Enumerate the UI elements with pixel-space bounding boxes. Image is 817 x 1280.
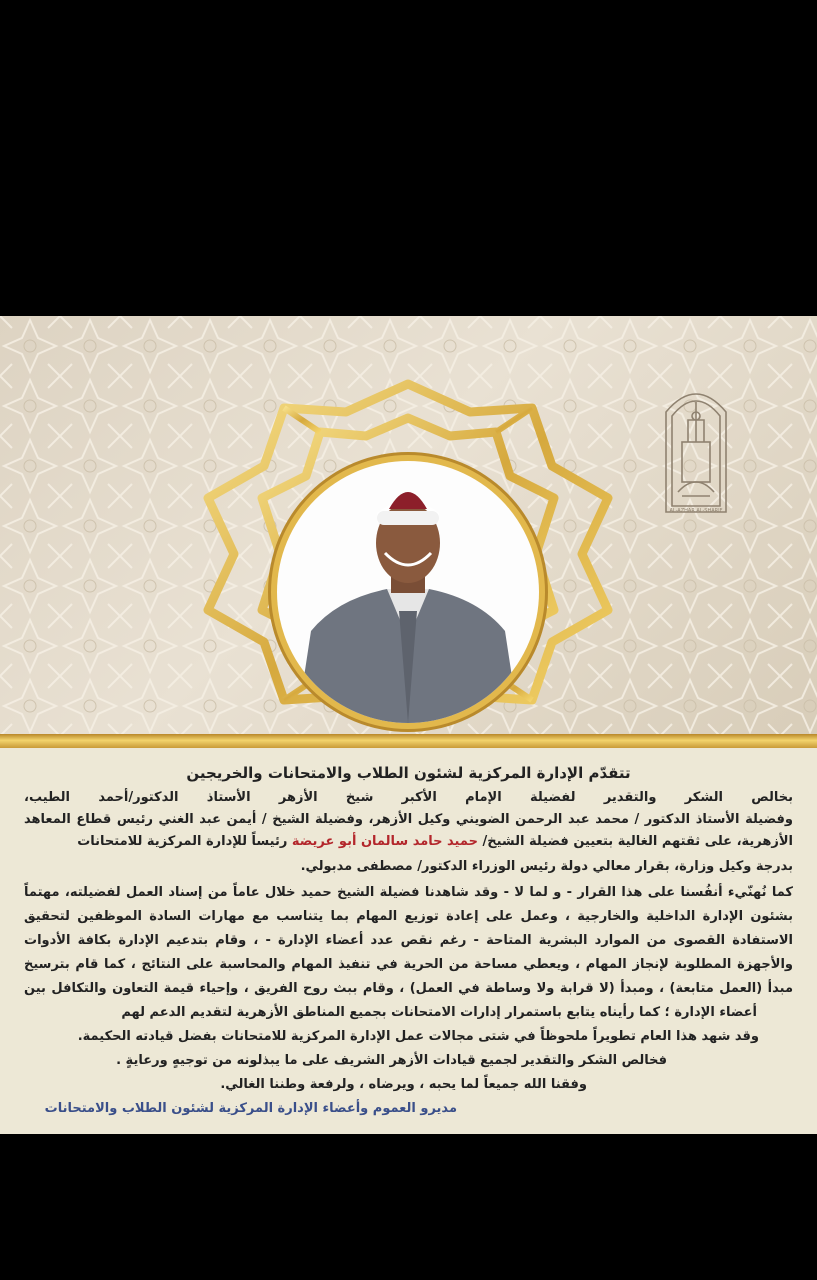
signature: مديرو العموم وأعضاء الإدارة المركزية لشئون الطلاب والامتحانات bbox=[44, 1101, 457, 1116]
text-line: فخالص الشكر والتقدير لجميع قيادات الأزهر الشريف على ما يبذلونه من توجيهٍ ورعايةٍ . bbox=[116, 1053, 667, 1068]
text-line: مبدأ (العمل متابعة) ، ومبدأ (لا قرابة ولا وساطة في العمل) ، وقام ببث روح الفريق ، وإحياء قيمة التعاون والتكافل بين bbox=[24, 981, 793, 996]
announcement-panel bbox=[0, 748, 817, 1134]
azhar-emblem-logo bbox=[660, 372, 732, 522]
text-line: بدرجة وكيل وزارة، بقرار معالي دولة رئيس الوزراء الدكتور/ مصطفى مدبولي. bbox=[300, 859, 793, 874]
text-line: بشئون الإدارة الداخلية والخارجية ، وعمل على إعادة توزيع المهام بما يتناسب مع مهارات السادة الموظفين لتحقيق bbox=[24, 909, 793, 924]
portrait-photo bbox=[277, 461, 539, 723]
text-line: بخالص الشكر والتقدير لفضيلة الإمام الأكبر شيخ الأزهر الأستاذ الدكتور/أحمد الطيب، bbox=[24, 790, 793, 805]
text-line: أعضاء الإدارة ؛ كما رأيناه يتابع باستمرار إدارات الامتحانات بجميع المناطق الأزهرية لتقديم الدعم لهم bbox=[121, 1005, 757, 1020]
text-line-with-name bbox=[24, 833, 793, 851]
text-line: كما نُهنّيء أنفُسنا على هذا القرار - و لما لا - وقد شاهدنا فضيلة الشيخ حميد خلال عاماً من إسناد العمل لفضيلته، مهتماً bbox=[24, 885, 793, 900]
gold-divider-bar bbox=[0, 734, 817, 748]
text-line: والأجهزة المطلوبة لإنجاز المهام ، ويعطي مساحة من الحرية في تنفيذ المهام والمحاسبة على النتائج ، كما قام بترسيخ bbox=[24, 957, 793, 972]
text-line: وقد شهد هذا العام تطويراً ملحوظاً في شتى مجالات عمل الإدارة المركزية للامتحانات بفضل قيادته الحكيمة. bbox=[77, 1029, 759, 1044]
text-line: وفضيلة الأستاذ الدكتور / محمد عبد الرحمن الضويني وكيل الأزهر، وفضيلة الشيخ / أيمن عبد الغني رئيس قطاع المعاهد bbox=[24, 812, 793, 827]
emblem-caption: AL-AZHAR AL-SHARIF bbox=[669, 508, 723, 514]
appointee-name: حميد حامد سالمان أبو عريضة bbox=[291, 834, 478, 849]
text-line: وفقنا الله جميعاً لما يحبه ، ويرضاه ، ولرفعة وطننا الغالي. bbox=[220, 1077, 587, 1092]
announcement-title: تتقدّم الإدارة المركزية لشئون الطلاب والامتحانات والخريجين bbox=[186, 764, 631, 782]
text-segment: الأزهرية، على ثقتهم الغالية بتعيين فضيلة الشيخ/ bbox=[482, 834, 793, 849]
text-line: الاستفادة القصوى من الموارد البشرية المتاحة - رغم نقص عدد أعضاء الإدارة - ، وقام بتدعيم الإدارة بكافة الأدوات bbox=[24, 933, 793, 948]
text-segment: رئيساً للإدارة المركزية للامتحانات bbox=[77, 834, 288, 849]
portrait-figure bbox=[277, 461, 539, 723]
